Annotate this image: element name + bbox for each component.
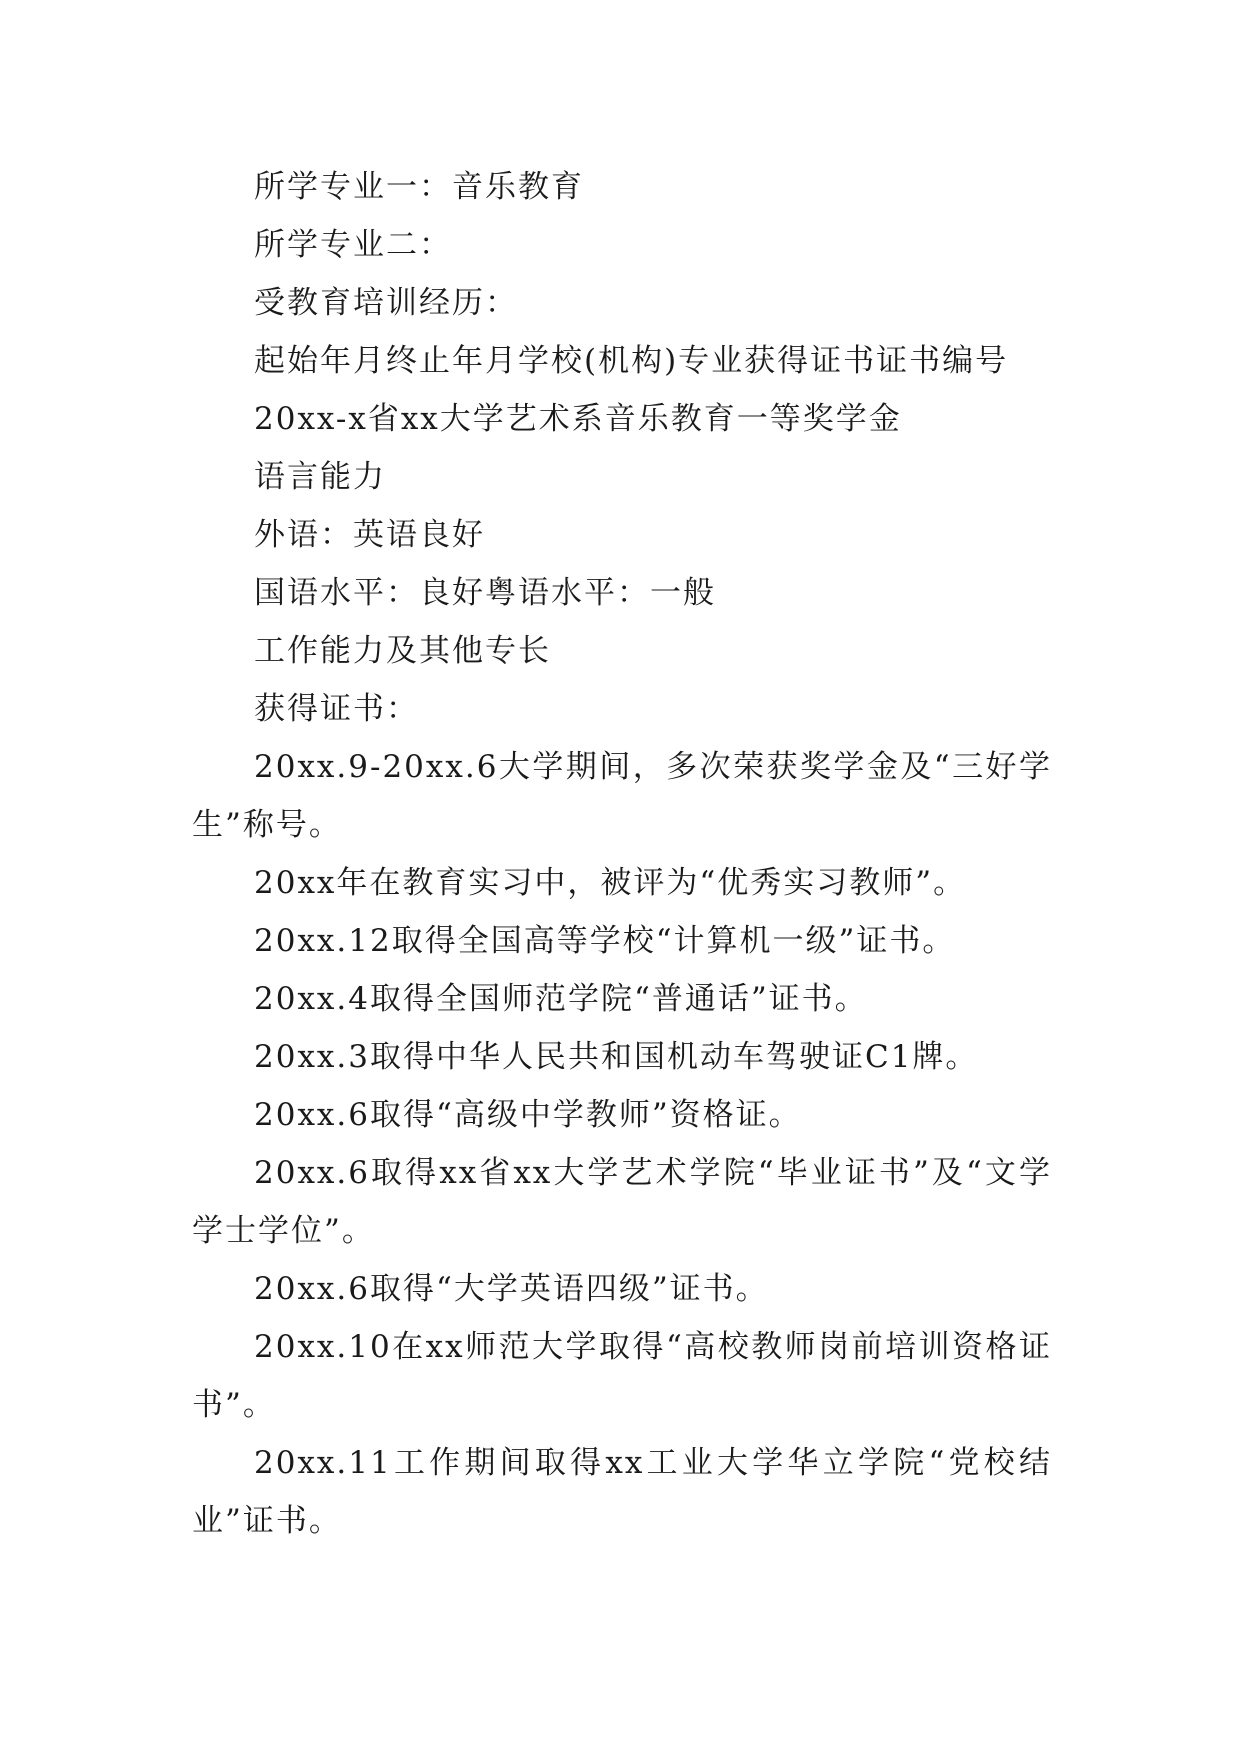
document-body <box>192 158 1052 1550</box>
paragraph-education-columns: 起始年月终止年月学校(机构)专业获得证书证书编号 <box>254 343 1009 379</box>
paragraph-skills-heading: 工作能力及其他专长 <box>254 633 551 669</box>
paragraph-certificate-item: 20xx.6取得“高级中学教师”资格证。 <box>254 1097 802 1133</box>
paragraph-certificate-item: 20xx.12取得全国高等学校“计算机一级”证书。 <box>254 923 956 959</box>
paragraph-certificate-item: 20xx.3取得中华人民共和国机动车驾驶证C1牌。 <box>254 1039 979 1075</box>
paragraph-education-heading: 受教育培训经历： <box>254 285 518 321</box>
paragraph-major-one: 所学专业一：音乐教育 <box>254 169 584 205</box>
paragraph-certificate-item: 20xx.6取得“大学英语四级”证书。 <box>254 1271 769 1307</box>
paragraph-education-entry: 20xx-x省xx大学艺术系音乐教育一等奖学金 <box>254 401 902 437</box>
paragraph-certificates-heading: 获得证书： <box>254 691 419 727</box>
paragraph-foreign-language: 外语：英语良好 <box>254 517 485 553</box>
paragraph-major-two: 所学专业二： <box>254 227 452 263</box>
paragraph-certificate-item: 20xx.6取得xx省xx大学艺术学院“毕业证书”及“文学学士学位”。 <box>192 1155 1052 1249</box>
paragraph-mandarin-cantonese: 国语水平：良好粤语水平：一般 <box>254 575 716 611</box>
paragraph-certificate-item: 20xx.11工作期间取得xx工业大学华立学院“党校结业”证书。 <box>192 1445 1052 1539</box>
paragraph-language-heading: 语言能力 <box>254 459 386 495</box>
paragraph-certificate-item: 20xx.4取得全国师范学院“普通话”证书。 <box>254 981 868 1017</box>
paragraph-certificate-item: 20xx年在教育实习中，被评为“优秀实习教师”。 <box>254 865 967 901</box>
paragraph-certificate-item: 20xx.9-20xx.6大学期间，多次荣获奖学金及“三好学生”称号。 <box>192 749 1052 843</box>
paragraph-certificate-item: 20xx.10在xx师范大学取得“高校教师岗前培训资格证书”。 <box>192 1329 1052 1423</box>
